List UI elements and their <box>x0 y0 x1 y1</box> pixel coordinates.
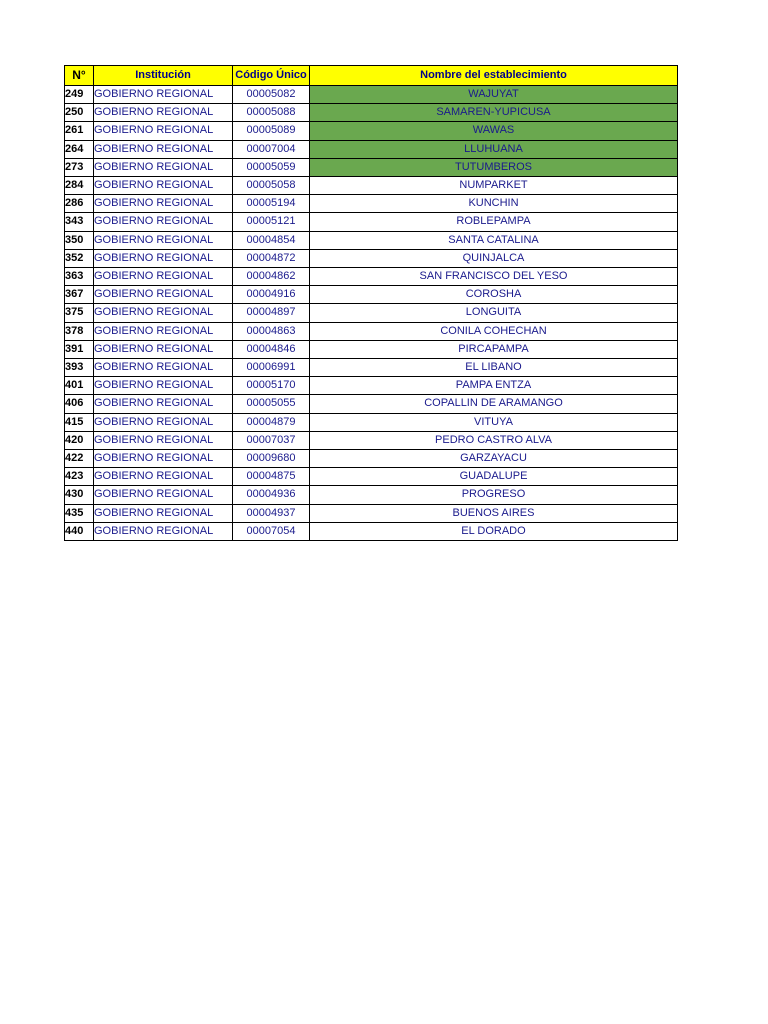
table-row <box>65 122 678 140</box>
header-institucion: Institución <box>94 66 233 86</box>
row-number: 430 <box>65 486 94 504</box>
row-number: 284 <box>65 177 94 195</box>
row-institucion: GOBIERNO REGIONAL <box>94 413 233 431</box>
row-institucion: GOBIERNO REGIONAL <box>94 122 233 140</box>
row-nombre: BUENOS AIRES <box>310 504 678 522</box>
table-row <box>65 322 678 340</box>
row-codigo: 00005088 <box>233 104 310 122</box>
table-row <box>65 413 678 431</box>
row-institucion: GOBIERNO REGIONAL <box>94 431 233 449</box>
row-nombre: WAJUYAT <box>310 86 678 104</box>
row-institucion: GOBIERNO REGIONAL <box>94 486 233 504</box>
row-number: 363 <box>65 268 94 286</box>
row-nombre: GUADALUPE <box>310 468 678 486</box>
table-row <box>65 86 678 104</box>
row-codigo: 00005089 <box>233 122 310 140</box>
table-row <box>65 304 678 322</box>
row-nombre: WAWAS <box>310 122 678 140</box>
table-row <box>65 522 678 540</box>
table-row <box>65 431 678 449</box>
table-row <box>65 268 678 286</box>
table-row <box>65 377 678 395</box>
row-number: 286 <box>65 195 94 213</box>
row-codigo: 00009680 <box>233 450 310 468</box>
row-institucion: GOBIERNO REGIONAL <box>94 104 233 122</box>
row-institucion: GOBIERNO REGIONAL <box>94 359 233 377</box>
row-institucion: GOBIERNO REGIONAL <box>94 377 233 395</box>
row-number: 343 <box>65 213 94 231</box>
row-codigo: 00006991 <box>233 359 310 377</box>
row-number: 352 <box>65 249 94 267</box>
row-codigo: 00005082 <box>233 86 310 104</box>
row-codigo: 00005055 <box>233 395 310 413</box>
row-institucion: GOBIERNO REGIONAL <box>94 504 233 522</box>
row-nombre: PEDRO CASTRO ALVA <box>310 431 678 449</box>
header-nombre: Nombre del establecimiento <box>310 66 678 86</box>
row-nombre: TUTUMBEROS <box>310 158 678 176</box>
row-institucion: GOBIERNO REGIONAL <box>94 340 233 358</box>
row-codigo: 00004937 <box>233 504 310 522</box>
row-nombre: EL LIBANO <box>310 359 678 377</box>
table-row <box>65 395 678 413</box>
row-nombre: EL DORADO <box>310 522 678 540</box>
header-row <box>65 66 678 86</box>
row-institucion: GOBIERNO REGIONAL <box>94 304 233 322</box>
row-codigo: 00004854 <box>233 231 310 249</box>
row-nombre: COPALLIN DE ARAMANGO <box>310 395 678 413</box>
row-institucion: GOBIERNO REGIONAL <box>94 158 233 176</box>
row-institucion: GOBIERNO REGIONAL <box>94 213 233 231</box>
row-codigo: 00005170 <box>233 377 310 395</box>
row-codigo: 00005059 <box>233 158 310 176</box>
row-institucion: GOBIERNO REGIONAL <box>94 450 233 468</box>
row-codigo: 00004872 <box>233 249 310 267</box>
row-nombre: SAMAREN-YUPICUSA <box>310 104 678 122</box>
table-row <box>65 340 678 358</box>
row-number: 261 <box>65 122 94 140</box>
row-number: 250 <box>65 104 94 122</box>
table-row <box>65 104 678 122</box>
row-institucion: GOBIERNO REGIONAL <box>94 286 233 304</box>
row-nombre: CONILA COHECHAN <box>310 322 678 340</box>
row-nombre: LONGUITA <box>310 304 678 322</box>
header-codigo: Código Único <box>233 66 310 86</box>
row-nombre: KUNCHIN <box>310 195 678 213</box>
row-number: 350 <box>65 231 94 249</box>
row-nombre: PAMPA ENTZA <box>310 377 678 395</box>
table-row <box>65 213 678 231</box>
table-row <box>65 486 678 504</box>
row-number: 415 <box>65 413 94 431</box>
row-institucion: GOBIERNO REGIONAL <box>94 86 233 104</box>
row-nombre: NUMPARKET <box>310 177 678 195</box>
row-number: 249 <box>65 86 94 104</box>
table-row <box>65 249 678 267</box>
row-nombre: SAN FRANCISCO DEL YESO <box>310 268 678 286</box>
table-row <box>65 177 678 195</box>
row-codigo: 00007037 <box>233 431 310 449</box>
row-number: 401 <box>65 377 94 395</box>
row-institucion: GOBIERNO REGIONAL <box>94 522 233 540</box>
row-nombre: SANTA CATALINA <box>310 231 678 249</box>
row-codigo: 00005194 <box>233 195 310 213</box>
row-institucion: GOBIERNO REGIONAL <box>94 268 233 286</box>
row-codigo: 00004863 <box>233 322 310 340</box>
row-number: 406 <box>65 395 94 413</box>
row-number: 391 <box>65 340 94 358</box>
row-nombre: PROGRESO <box>310 486 678 504</box>
row-nombre: LLUHUANA <box>310 140 678 158</box>
table-row <box>65 231 678 249</box>
row-institucion: GOBIERNO REGIONAL <box>94 322 233 340</box>
row-institucion: GOBIERNO REGIONAL <box>94 249 233 267</box>
row-number: 422 <box>65 450 94 468</box>
row-codigo: 00005121 <box>233 213 310 231</box>
row-codigo: 00005058 <box>233 177 310 195</box>
row-number: 273 <box>65 158 94 176</box>
row-institucion: GOBIERNO REGIONAL <box>94 395 233 413</box>
table-row <box>65 158 678 176</box>
row-codigo: 00004936 <box>233 486 310 504</box>
row-codigo: 00004879 <box>233 413 310 431</box>
row-number: 423 <box>65 468 94 486</box>
table-row <box>65 286 678 304</box>
row-nombre: ROBLEPAMPA <box>310 213 678 231</box>
row-institucion: GOBIERNO REGIONAL <box>94 177 233 195</box>
row-nombre: VITUYA <box>310 413 678 431</box>
table-row <box>65 140 678 158</box>
row-codigo: 00004916 <box>233 286 310 304</box>
table-body <box>65 86 678 541</box>
table-row <box>65 504 678 522</box>
table-row <box>65 195 678 213</box>
row-institucion: GOBIERNO REGIONAL <box>94 140 233 158</box>
row-number: 367 <box>65 286 94 304</box>
row-number: 393 <box>65 359 94 377</box>
row-nombre: PIRCAPAMPA <box>310 340 678 358</box>
row-nombre: QUINJALCA <box>310 249 678 267</box>
row-number: 264 <box>65 140 94 158</box>
row-number: 435 <box>65 504 94 522</box>
row-number: 420 <box>65 431 94 449</box>
table-header <box>65 66 678 86</box>
row-number: 440 <box>65 522 94 540</box>
row-codigo: 00004846 <box>233 340 310 358</box>
row-institucion: GOBIERNO REGIONAL <box>94 468 233 486</box>
establishments-table <box>64 65 678 541</box>
table-row <box>65 450 678 468</box>
row-codigo: 00007004 <box>233 140 310 158</box>
row-number: 378 <box>65 322 94 340</box>
header-number: N° <box>65 66 94 86</box>
row-nombre: COROSHA <box>310 286 678 304</box>
row-codigo: 00004897 <box>233 304 310 322</box>
row-codigo: 00004862 <box>233 268 310 286</box>
table-row <box>65 468 678 486</box>
row-institucion: GOBIERNO REGIONAL <box>94 195 233 213</box>
table-row <box>65 359 678 377</box>
row-number: 375 <box>65 304 94 322</box>
row-institucion: GOBIERNO REGIONAL <box>94 231 233 249</box>
row-nombre: GARZAYACU <box>310 450 678 468</box>
row-codigo: 00007054 <box>233 522 310 540</box>
row-codigo: 00004875 <box>233 468 310 486</box>
